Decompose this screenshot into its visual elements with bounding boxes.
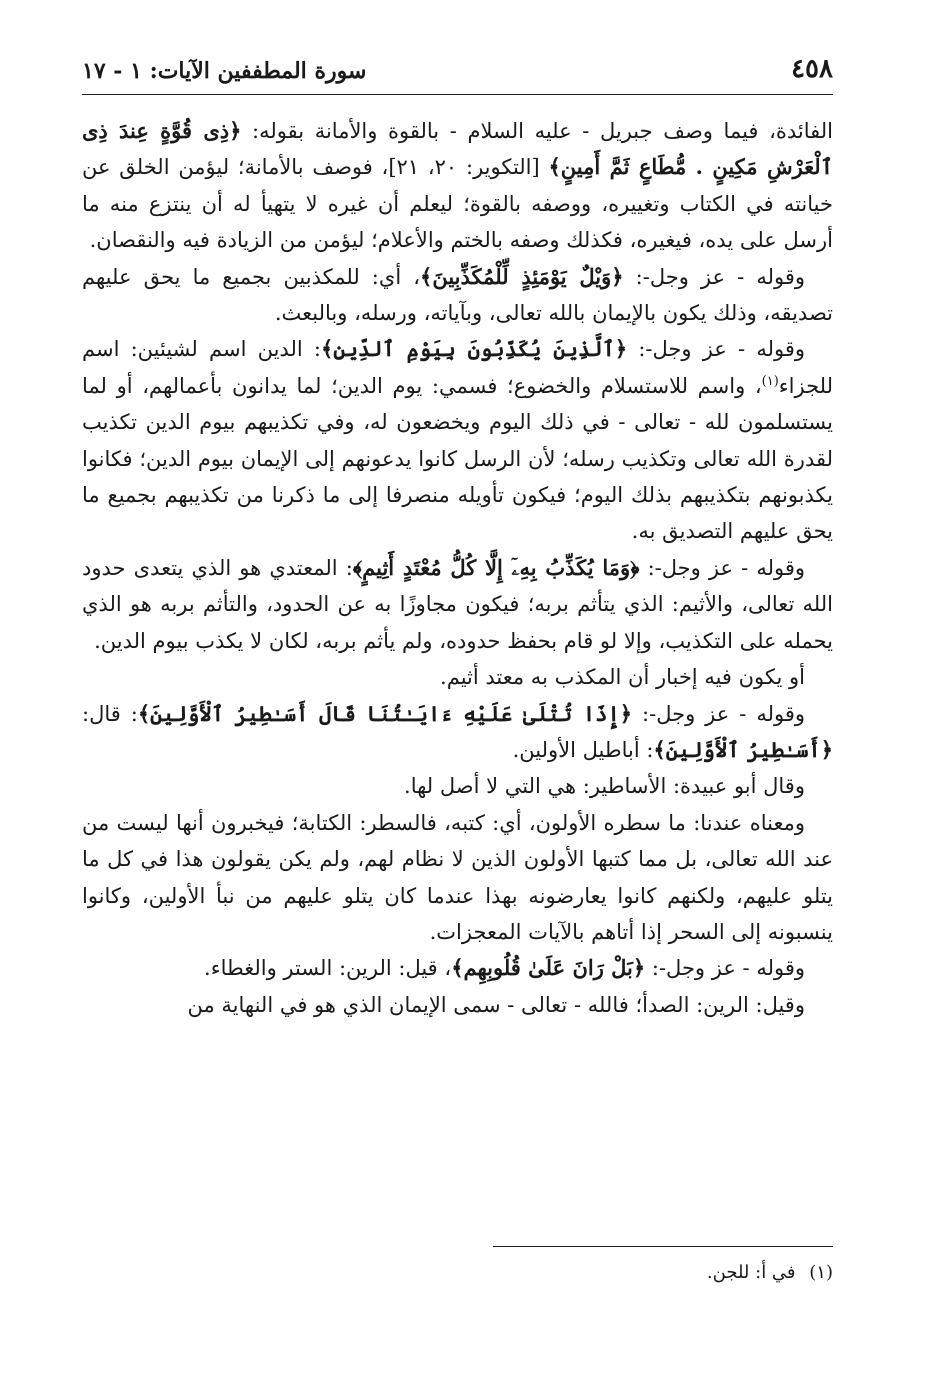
footnote-marker: (١): [809, 1262, 833, 1283]
quran-verse: ﴿إِذَا تُتْلَىٰ عَلَيْهِ ءَايَـٰتُنَا قَالَ أَسَـٰطِيرُ ٱلْأَوَّلِينَ﴾: [137, 700, 633, 726]
paragraph-text: وقوله - عز وجل-:: [623, 264, 806, 289]
paragraph-text: ومعناه عندنا: ما سطره الأولون، أي: كتبه، فالسطر: الكتابة؛ فيخبرون أنها ليست من عند الله تعالى، بل مما كتبها الأولون الذين لا نظام لهم، ولم يكن يقولون هذا في كل ما يتلو عليهم، ولكنهم كانوا يعارضونه بهذا عندما كان يتلو عليهم من نبأ الأولين، وكانوا ينسبونه إلى السحر إذا أتاهم بالآيات المعجزات.: [82, 810, 833, 944]
quran-verse: ﴿بَلْ رَانَ عَلَىٰ قُلُوبِهِم﴾: [451, 955, 646, 981]
paragraph-text: وقوله - عز وجل-:: [645, 956, 805, 981]
paragraph-text: وقوله - عز وجل-:: [627, 337, 805, 362]
quran-verse: ﴿ٱلَّذِينَ يُكَذِّبُونَ بِيَوْمِ ٱلدِّينِ﴾: [320, 336, 628, 362]
paragraph-text: : أباطيل الأولين.: [512, 737, 654, 762]
quran-verse: ﴿ذِى قُوَّةٍ عِندَ ذِى ٱلْعَرْشِ مَكِينٍ . مُّطَاعٍ ثَمَّ أَمِينٍ﴾: [82, 118, 833, 180]
quran-verse: ﴿أَسَـٰطِيرُ ٱلْأَوَّلِينَ﴾: [653, 736, 833, 762]
paragraph: [82, 950, 833, 986]
quran-verse: ﴿وَمَا يُكَذِّبُ بِهِۦٓ إِلَّا كُلُّ مُعْتَدٍ أَثِيمٍ﴾: [352, 554, 640, 580]
paragraph-text: : الدين اسم لشيئين: اسم للجزاء: [82, 337, 833, 398]
running-title: سورة المطففين الآيات: ١ - ١٧: [82, 58, 367, 84]
paragraph: [82, 987, 833, 1023]
paragraph: [82, 768, 833, 804]
paragraph-text: : المعتدي هو الذي يتعدى حدود الله تعالى، والأثيم: الذي يتأثم بربه؛ فيكون مجاوزًا به عن الحدود، والتأثم بربه هو الذي يحمله على التكذيب، وإلا لو قام بحفظ حدوده، ولم يأثم بربه، لكان لا يكذب بيوم الدين.: [82, 555, 833, 653]
paragraph: [82, 550, 833, 659]
body-text: [82, 113, 833, 1023]
page-number: ٤٥٨: [791, 54, 833, 84]
paragraph-text: وقوله - عز وجل-:: [632, 701, 806, 726]
paragraph: [82, 805, 833, 951]
footnote-divider: [493, 1246, 833, 1247]
paragraph: [82, 331, 833, 549]
footnote: [707, 1262, 833, 1283]
paragraph-text: ، واسم للاستسلام والخضوع؛ فسمي: يوم الدين؛ لما يدانون بأعمالهم، أو لما يستسلمون لله - تعالى - في ذلك اليوم ويخضعون له، وفي تكذيبهم بيوم الدين تكذيب لقدرة الله تعالى وتكذيب رسله؛ لأن الرسل كانوا يدعونهم إلى الإيمان بيوم الدين؛ فكانوا يكذبونهم بتكذيبهم بذلك اليوم؛ فيكون تأويله منصرفا إلى ما ذكرنا من تكذيبهم بجميع ما يحق عليهم التصديق به.: [82, 373, 833, 544]
paragraph: [82, 113, 833, 259]
paragraph-text: الفائدة، فيما وصف جبريل - عليه السلام - بالقوة والأمانة بقوله:: [241, 119, 833, 143]
paragraph-text: [التكوير: ٢٠، ٢١]، فوصف بالأمانة؛ ليؤمن الخلق عن خيانته في الكتاب وتغييره، ووصفه بالقوة؛ ليعلم أن غيره لا يتهيأ له أن ينتزع منه ما أرسل على يده، فيغيره، فكذلك وصفه بالختم والأعلام؛ ليؤمن من الزيادة فيه والنقصان.: [82, 155, 833, 253]
paragraph-text: ، أي: للمكذبين بجميع ما يحق عليهم تصديقه، وذلك يكون بالإيمان بالله تعالى، وبآياته، ورسله، وبالبعث.: [82, 264, 833, 326]
footnote-reference: (١): [761, 373, 779, 389]
paragraph-text: أو يكون فيه إخبار أن المكذب به معتد أثيم.: [440, 665, 805, 690]
paragraph: [82, 696, 833, 769]
paragraph-text: وقال أبو عبيدة: الأساطير: هي التي لا أصل لها.: [404, 774, 805, 799]
paragraph-text: ، قيل: الرين: الستر والغطاء.: [204, 956, 452, 981]
quran-verse: ﴿وَيْلٌ يَوْمَئِذٍ لِّلْمُكَذِّبِينَ﴾: [420, 263, 624, 289]
paragraph-text: وقوله - عز وجل-:: [639, 555, 806, 580]
footnote-text: في أ: للجن.: [706, 1262, 796, 1283]
paragraph: [82, 659, 833, 695]
paragraph-text: وقيل: الرين: الصدأ؛ فالله - تعالى - سمى الإيمان الذي هو في النهاية من: [187, 992, 805, 1017]
page-header: [82, 52, 833, 95]
paragraph: [82, 259, 833, 332]
paragraph-text: : قال:: [82, 701, 138, 726]
book-page: [82, 52, 833, 1327]
